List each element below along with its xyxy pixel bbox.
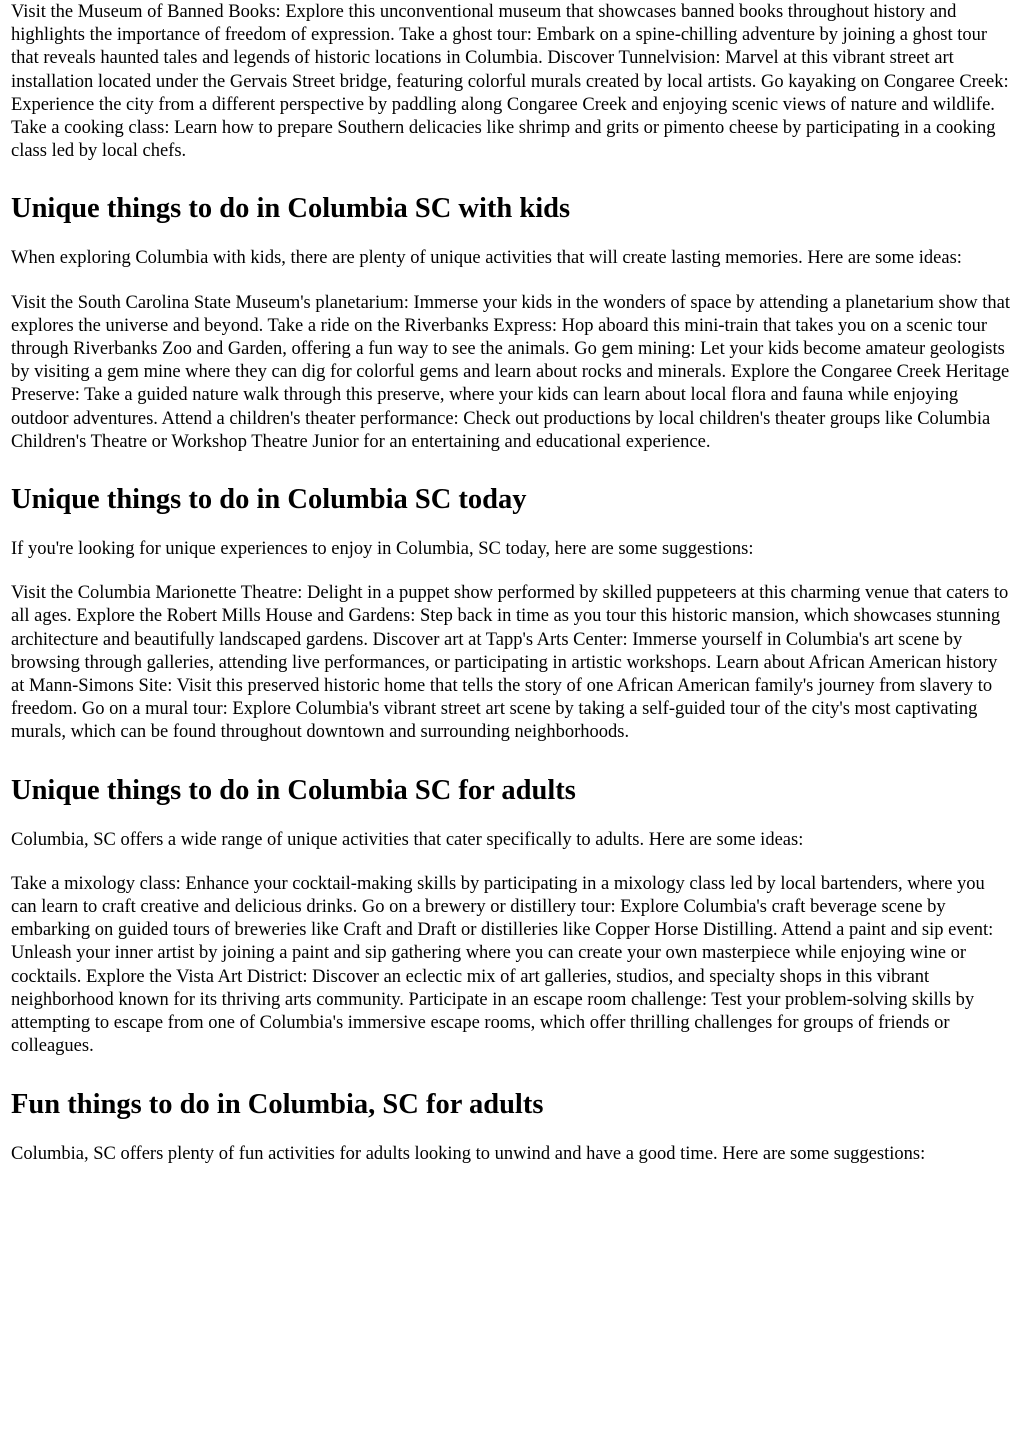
section-heading-adults: Unique things to do in Columbia SC for adults bbox=[11, 774, 576, 806]
section-heading-today: Unique things to do in Columbia SC today bbox=[11, 484, 527, 516]
article-content bbox=[0, 1, 1024, 1166]
section-body-kids: Visit the South Carolina State Museum's planetarium: Immerse your kids in the wonders of space by attending a planetarium show that explores the universe and beyond. Take a ride on the Riverbanks Express: Hop aboard this mini-train that takes you on a scenic tour through Riverbanks Zoo and Garden, offering a fun way to see the animals. Go gem mining: Let your kids become amateur geologists by visiting a gem mine where they can dig for colorful gems and learn about rocks and minerals. Explore the Congaree Creek Heritage Preserve: Take a guided nature walk through this preserve, where your kids can learn about local flora and fauna while enjoying outdoor adventures. Attend a children's theater performance: Check out productions by local children's theater groups like Columbia Children's Theatre or Workshop Theatre Junior for an entertaining and educational experience. bbox=[11, 292, 1010, 452]
section-body-today: Visit the Columbia Marionette Theatre: Delight in a puppet show performed by skilled puppeteers at this charming venue that caters to all ages. Explore the Robert Mills House and Gardens: Step back in time as you tour this historic mansion, which showcases stunning architecture and beautifully landscaped gardens. Discover art at Tapp's Arts Center: Immerse yourself in Columbia's art scene by browsing through galleries, attending live performances, or participating in artistic workshops. Learn about African American history at Mann-Simons Site: Visit this preserved historic home that tells the story of one African American family's journey from slavery to freedom. Go on a mural tour: Explore Columbia's vibrant street art scene by taking a self-guided tour of the city's most captivating murals, which can be found throughout downtown and surrounding neighborhoods. bbox=[11, 583, 1009, 743]
section-heading-fun-adults: Fun things to do in Columbia, SC for adults bbox=[11, 1088, 544, 1120]
section-lead-fun-adults: Columbia, SC offers plenty of fun activities for adults looking to unwind and have a good time. Here are some suggestions: bbox=[11, 1143, 926, 1164]
intro-paragraph: Visit the Museum of Banned Books: Explore this unconventional museum that showcases banned books throughout history and highlights the importance of freedom of expression. Take a ghost tour: Embark on a spine-chilling adventure by joining a ghost tour that reveals haunted tales and legends of historic locations in Columbia. Discover Tunnelvision: Marvel at this vibrant street art installation located under the Gervais Street bridge, featuring colorful murals created by local artists. Go kayaking on Congaree Creek: Experience the city from a different perspective by paddling along Congaree Creek and enjoying scenic views of nature and wildlife. Take a cooking class: Learn how to prepare Southern delicacies like shrimp and grits or pimento cheese by participating in a cooking class led by local chefs. bbox=[11, 2, 1009, 162]
section-lead-today: If you're looking for unique experiences to enjoy in Columbia, SC today, here are some suggestions: bbox=[11, 539, 754, 560]
section-lead-adults: Columbia, SC offers a wide range of unique activities that cater specifically to adults. Here are some ideas: bbox=[11, 829, 804, 850]
section-lead-kids: When exploring Columbia with kids, there are plenty of unique activities that will create lasting memories. Here are some ideas: bbox=[11, 248, 962, 269]
section-body-adults: Take a mixology class: Enhance your cocktail-making skills by participating in a mixology class led by local bartenders, where you can learn to craft creative and delicious drinks. Go on a brewery or distillery tour: Explore Columbia's craft beverage scene by embarking on guided tours of breweries like Craft and Draft or distilleries like Copper Horse Distilling. Attend a paint and sip event: Unleash your inner artist by joining a paint and sip gathering where you can create your own masterpiece while enjoying wine or cocktails. Explore the Vista Art District: Discover an eclectic mix of art galleries, studios, and specialty shops in this vibrant neighborhood known for its thriving arts community. Participate in an escape room challenge: Test your problem-solving skills by attempting to escape from one of Columbia's immersive escape rooms, which offer thrilling challenges for groups of friends or colleagues. bbox=[11, 873, 994, 1057]
section-heading-kids: Unique things to do in Columbia SC with kids bbox=[11, 193, 571, 225]
